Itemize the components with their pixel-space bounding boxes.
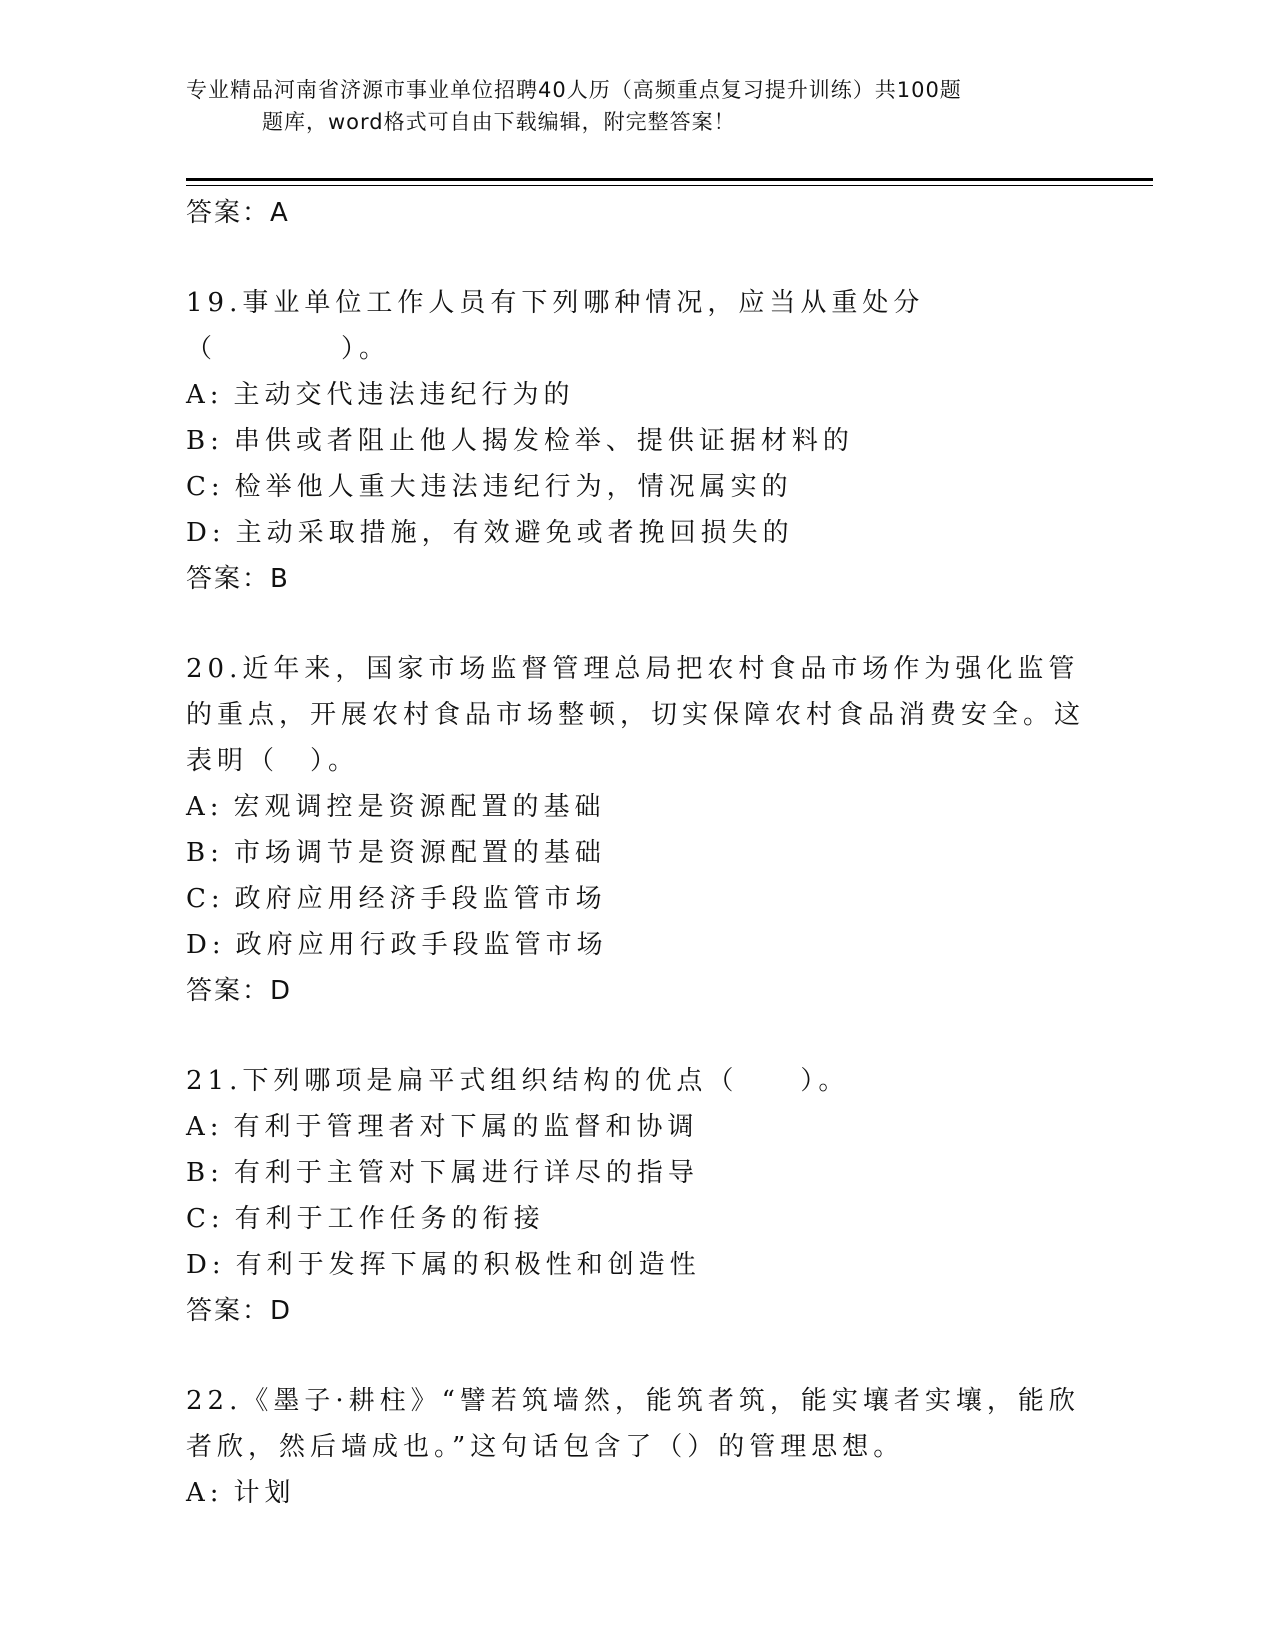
header-divider-thick [186,178,1153,181]
option-key: C: [186,884,225,914]
option-key: A: [186,792,224,822]
question-19-option-b [186,418,1106,464]
question-21-text: 21.下列哪项是扁平式组织结构的优点（ ）。 [186,1066,850,1096]
spacer [186,602,1106,646]
question-19-option-c [186,464,1106,510]
option-text: 政府应用行政手段监管市场 [235,930,608,960]
option-text: 宏观调控是资源配置的基础 [233,792,606,822]
question-20-option-a [186,784,1106,830]
option-key: D: [186,518,226,548]
option-key: C: [186,1204,225,1234]
header-title-line2: 题库，word格式可自由下载编辑，附完整答案！ [262,110,736,134]
question-20-answer: 答案：D [186,976,293,1006]
option-text: 计划 [233,1478,296,1508]
question-20-text: 20.近年来，国家市场监督管理总局把农村食品市场作为强化监管的重点，开展农村食品市场整顿，切实保障农村食品消费安全。这表明（ ）。 [186,654,1086,776]
question-22-text: 22.《墨子·耕柱》“譬若筑墙然，能筑者筑，能实壤者实壤，能欣者欣，然后墙成也。”这句话包含了（）的管理思想。 [186,1386,1080,1462]
header-divider-thin [186,185,1153,186]
option-text: 主动采取措施，有效避免或者挽回损失的 [235,518,794,548]
question-21-answer: 答案：D [186,1296,293,1326]
answer-previous: 答案：A [186,198,290,228]
page-header [186,74,1086,138]
option-key: B: [186,426,224,456]
question-21-option-a [186,1104,1106,1150]
spacer [186,1334,1106,1378]
spacer [186,1014,1106,1058]
option-text: 政府应用经济手段监管市场 [234,884,607,914]
question-20-option-d [186,922,1106,968]
question-19-text: 19.事业单位工作人员有下列哪种情况，应当从重处分（ ）。 [186,288,925,364]
spacer [186,236,1106,280]
option-key: A: [186,380,224,410]
question-19-answer: 答案：B [186,564,290,594]
option-text: 有利于管理者对下属的监督和协调 [233,1112,699,1142]
question-21-option-b [186,1150,1106,1196]
header-title-line1: 专业精品河南省济源市事业单位招聘40人历（高频重点复习提升训练）共100题 [186,78,962,102]
option-key: B: [186,1158,224,1188]
question-19-option-a [186,372,1106,418]
question-19-option-d [186,510,1106,556]
option-text: 市场调节是资源配置的基础 [233,838,606,868]
question-22-option-a [186,1470,1106,1516]
option-key: D: [186,930,226,960]
option-key: B: [186,838,224,868]
option-text: 有利于工作任务的衔接 [234,1204,545,1234]
option-text: 串供或者阻止他人揭发检举、提供证据材料的 [233,426,854,456]
option-key: C: [186,472,225,502]
option-text: 有利于主管对下属进行详尽的指导 [233,1158,699,1188]
option-text: 检举他人重大违法违纪行为，情况属实的 [234,472,793,502]
option-text: 有利于发挥下属的积极性和创造性 [235,1250,701,1280]
option-key: A: [186,1478,224,1508]
question-20-option-b [186,830,1106,876]
document-body [186,190,1106,1516]
option-key: A: [186,1112,224,1142]
question-21-option-d [186,1242,1106,1288]
question-21-option-c [186,1196,1106,1242]
question-20-option-c [186,876,1106,922]
option-key: D: [186,1250,226,1280]
option-text: 主动交代违法违纪行为的 [233,380,575,410]
